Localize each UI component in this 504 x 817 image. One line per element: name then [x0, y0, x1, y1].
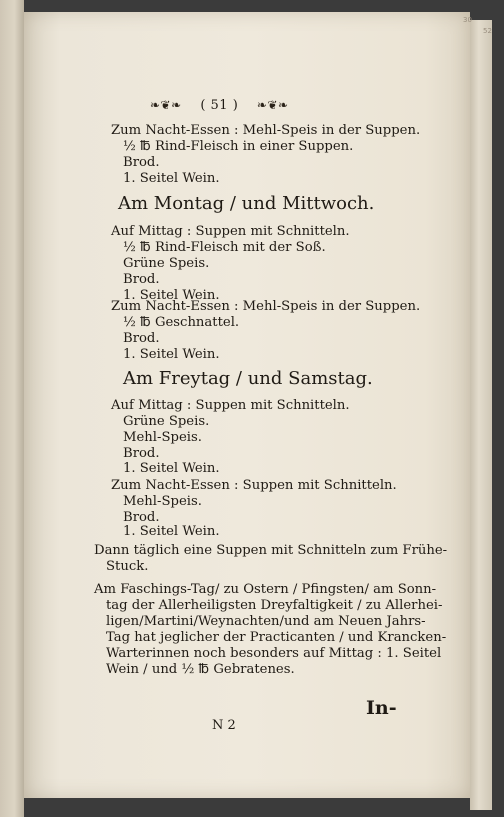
text-line: Brod. — [123, 331, 160, 346]
text-line: Mehl-Speis. — [123, 430, 202, 445]
text-line: Am Faschings-Tag/ zu Ostern / Pfingsten/ am Sonn- — [94, 582, 437, 597]
text-line: Brod. — [123, 510, 160, 525]
section-heading: Am Montag / und Mittwoch. — [118, 193, 375, 214]
text-line: Dann täglich eine Suppen mit Schnitteln zum Frühe- — [94, 543, 448, 558]
book-gutter-left — [0, 0, 24, 817]
text-line: ½ ℔ Geschnattel. — [123, 315, 240, 330]
signature-mark: N 2 — [212, 718, 236, 733]
text-line: 1. Seitel Wein. — [123, 347, 220, 362]
text-line: Stuck. — [106, 559, 149, 574]
text-line: Auf Mittag : Suppen mit Schnitteln. — [111, 398, 350, 413]
page-number: ( 51 ) — [200, 98, 239, 113]
text-line: Grüne Speis. — [123, 414, 210, 429]
text-line: ½ ℔ Rind-Fleisch in einer Suppen. — [123, 139, 354, 154]
text-line: Auf Mittag : Suppen mit Schnitteln. — [111, 224, 350, 239]
text-line: Grüne Speis. — [123, 256, 210, 271]
text-line: Zum Nacht-Essen : Mehl-Speis in der Suppen. — [111, 123, 421, 138]
margin-note-1: 30 — [463, 16, 472, 24]
text-line: Brod. — [123, 155, 160, 170]
catchword: In- — [366, 697, 397, 719]
margin-note-2: 52 — [483, 27, 492, 35]
text-line: Zum Nacht-Essen : Mehl-Speis in der Suppen. — [111, 299, 421, 314]
text-line: ½ ℔ Rind-Fleisch mit der Soß. — [123, 240, 326, 255]
text-line: Brod. — [123, 446, 160, 461]
text-line: Mehl-Speis. — [123, 494, 202, 509]
text-line: 1. Seitel Wein. — [123, 461, 220, 476]
text-line: Tag hat jeglicher der Practicanten / und Krancken- — [106, 630, 447, 645]
running-header — [150, 97, 289, 114]
text-line: ligen/Martini/Weynachten/und am Neuen Jahrs- — [106, 614, 426, 629]
text-line: 1. Seitel Wein. — [123, 524, 220, 539]
header-ornament-left-icon: ❧❦❧ — [150, 98, 182, 112]
text-line: Wein / und ½ ℔ Gebratenes. — [106, 662, 295, 677]
text-line: tag der Allerheiligsten Dreyfaltigkeit / zu Allerhei- — [106, 598, 443, 613]
text-line: 1. Seitel Wein. — [123, 171, 220, 186]
section-heading: Am Freytag / und Samstag. — [123, 368, 373, 389]
text-line: Warterinnen noch besonders auf Mittag : 1. Seitel — [106, 646, 442, 661]
text-line: 1. Seitel Wein. — [123, 288, 220, 303]
page-fore-edge — [470, 20, 492, 810]
header-ornament-right-icon: ❧❦❧ — [256, 98, 289, 112]
text-line: Zum Nacht-Essen : Suppen mit Schnitteln. — [111, 478, 397, 493]
text-line: Brod. — [123, 272, 160, 287]
